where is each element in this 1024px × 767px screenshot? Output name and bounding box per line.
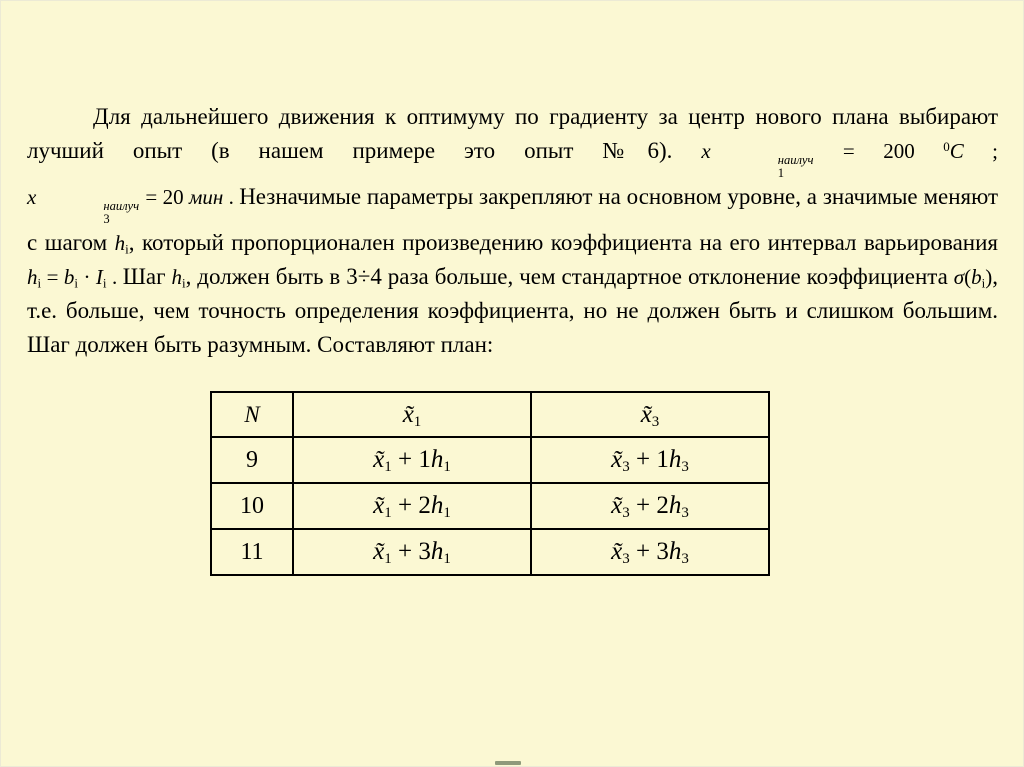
formula-h-i-2: $h_i$ xyxy=(171,265,186,291)
table-cell-x3: $x̃_3 + 1h_3$ xyxy=(531,437,769,483)
table-row xyxy=(211,483,769,529)
table-cell-x3: $x̃_3 + 2h_3$ xyxy=(531,483,769,529)
table-cell-n: 10 xyxy=(211,483,293,529)
table-cell-n: 11 xyxy=(211,529,293,575)
table-cell-x1: $x̃_1 + 2h_1$ xyxy=(293,483,531,529)
table-row xyxy=(211,529,769,575)
formula-x1-best: x наилуч 1 = 200 $^0$C ; xyxy=(701,138,999,180)
paragraph-text-5: , должен быть в 3÷4 раза больше, чем стандартное отклонение коэффициента xyxy=(185,264,954,290)
table-cell-x1: $x̃_1 + 1h_1$ xyxy=(293,437,531,483)
table-header-row xyxy=(211,392,769,437)
table-header-n: N xyxy=(211,392,293,437)
table-cell-x1: $x̃_1 + 3h_1$ xyxy=(293,529,531,575)
formula-h-i: $h_i$ xyxy=(114,231,129,257)
paragraph-text-2: Незначимые параметры закрепляют на основном уровне, а значимые меняют с шагом xyxy=(27,184,999,256)
slide-edge-mark xyxy=(495,761,521,765)
plan-table xyxy=(210,391,770,576)
paragraph-text-1: Для дальнейшего движения к оптимуму по градиенту за центр нового плана выбирают лучший опыт (в нашем примере это опыт №6). xyxy=(27,104,998,163)
paragraph-text-3: , который пропорционален произведению коэффициента на его интервал варьирования xyxy=(128,230,998,256)
table-header-x3: $x̃_3$ xyxy=(531,392,769,437)
formula-sigma-b: $\sigma(b_i)$ xyxy=(953,265,993,291)
formula-x3-best: x наилуч 3 = 20 мин . xyxy=(27,185,240,226)
table-cell-n: 9 xyxy=(211,437,293,483)
paragraph-text-4: Шаг xyxy=(122,264,172,290)
table-cell-x3: $x̃_3 + 3h_3$ xyxy=(531,529,769,575)
table-header-x1: $x̃_1$ xyxy=(293,392,531,437)
paragraph-text-6: , т.е. больше, чем точность определения коэффициента, но не должен быть и слишком большим. Шаг должен быть разумным. Составляют план: xyxy=(27,264,999,358)
body-paragraph xyxy=(27,100,998,362)
formula-h-equals-bi: $h_i = b_i \cdot I_i$ . xyxy=(27,265,123,291)
table-row xyxy=(211,437,769,483)
